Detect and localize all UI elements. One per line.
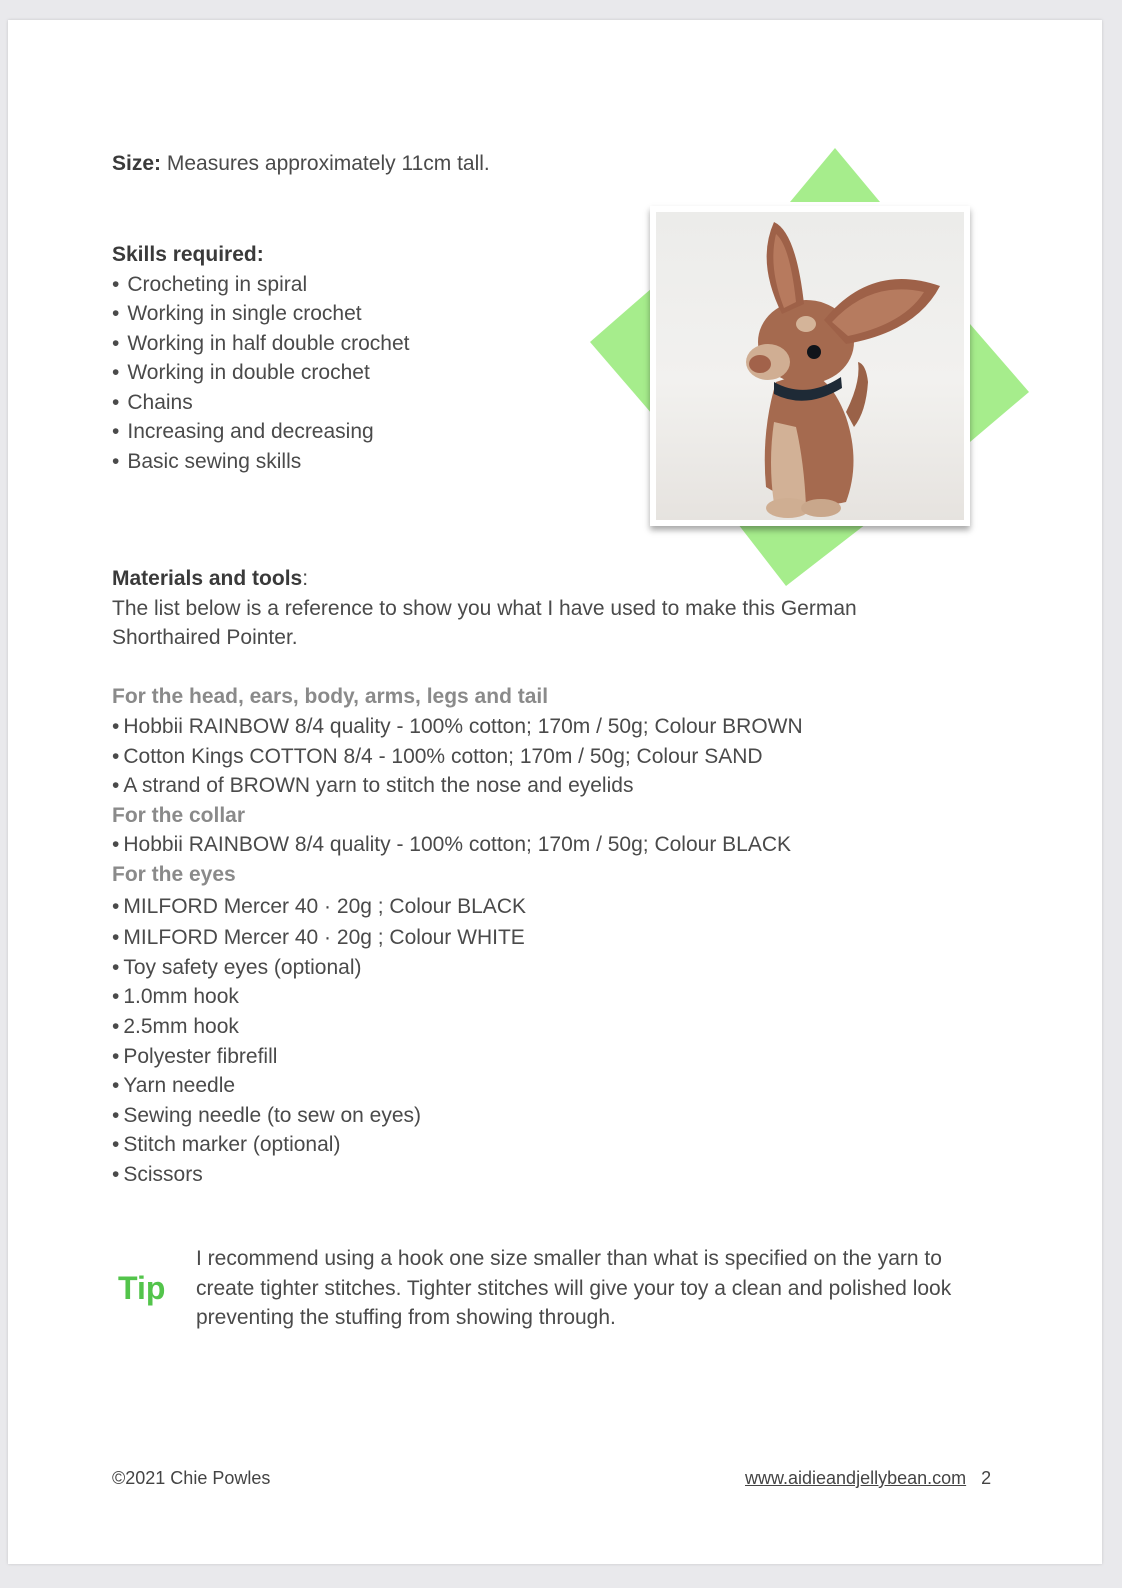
skill-item: • Crocheting in spiral xyxy=(112,270,409,300)
skill-item: • Increasing and decreasing xyxy=(112,417,409,447)
skill-item: • Working in double crochet xyxy=(112,358,409,388)
eyes-materials-heading: For the eyes xyxy=(112,862,236,886)
material-item: • Toy safety eyes (optional) xyxy=(112,953,932,983)
tip-label: Tip xyxy=(118,1270,166,1306)
material-item: • Polyester fibrefill xyxy=(112,1042,932,1072)
size-label: Size: xyxy=(112,152,162,175)
pattern-page xyxy=(8,20,1102,1564)
size-text: Measures approximately 11cm tall. xyxy=(161,152,490,175)
material-item: • Hobbii RAINBOW 8/4 quality - 100% cotton; 170m / 50g; Colour BROWN xyxy=(112,712,932,742)
collar-materials-list xyxy=(112,830,932,860)
head-materials-list xyxy=(112,712,932,801)
photo-area xyxy=(590,146,1030,586)
materials-heading-line xyxy=(112,564,932,594)
material-item: • Hobbii RAINBOW 8/4 quality - 100% cotton; 170m / 50g; Colour BLACK xyxy=(112,830,932,860)
skills-heading: Skills required: xyxy=(112,243,264,266)
eyes-materials-list xyxy=(112,892,932,1190)
material-item: • Stitch marker (optional) xyxy=(112,1130,932,1160)
footer-copyright: ©2021 Chie Powles xyxy=(112,1468,271,1488)
material-item: • 2.5mm hook xyxy=(112,1012,932,1042)
material-item: • Yarn needle xyxy=(112,1071,932,1101)
collar-materials-heading: For the collar xyxy=(112,803,246,827)
page-number: 2 xyxy=(981,1468,992,1488)
material-item: • MILFORD Mercer 40 · 20g ; Colour BLACK xyxy=(112,892,932,922)
skills-list xyxy=(112,270,409,477)
spacer xyxy=(112,653,932,683)
head-materials-heading: For the head, ears, body, arms, legs and tail xyxy=(112,685,549,709)
material-item: • A strand of BROWN yarn to stitch the nose and eyelids xyxy=(112,771,932,801)
crochet-dog-photo-icon xyxy=(656,212,964,520)
footer-right xyxy=(745,1468,991,1489)
skill-item: • Basic sewing skills xyxy=(112,447,409,477)
material-item: • Sewing needle (to sew on eyes) xyxy=(112,1101,932,1131)
skill-item: • Working in single crochet xyxy=(112,299,409,329)
skill-item: • Chains xyxy=(112,388,409,418)
material-item: • 1.0mm hook xyxy=(112,982,932,1012)
material-item: • Scissors xyxy=(112,1160,932,1190)
photo-frame xyxy=(650,206,970,526)
materials-heading: Materials and tools xyxy=(112,567,303,590)
materials-heading-colon: : xyxy=(302,567,309,590)
skills-section xyxy=(112,240,409,476)
material-item: • MILFORD Mercer 40 · 20g ; Colour WHITE xyxy=(112,923,932,953)
tip-text: I recommend using a hook one size smaller than what is specified on the yarn to create tighter stitches. Tighter stitches will give your toy a clean and polished look preventing the stuffing from showing through. xyxy=(196,1247,952,1329)
materials-section xyxy=(112,564,932,1189)
materials-intro: The list below is a reference to show you what I have used to make this German Shorthaired Pointer. xyxy=(112,596,857,650)
material-item: • Cotton Kings COTTON 8/4 - 100% cotton; 170m / 50g; Colour SAND xyxy=(112,742,932,772)
footer-url-link[interactable]: www.aidieandjellybean.com xyxy=(745,1468,967,1488)
size-line xyxy=(112,152,490,176)
skill-item: • Working in half double crochet xyxy=(112,329,409,359)
